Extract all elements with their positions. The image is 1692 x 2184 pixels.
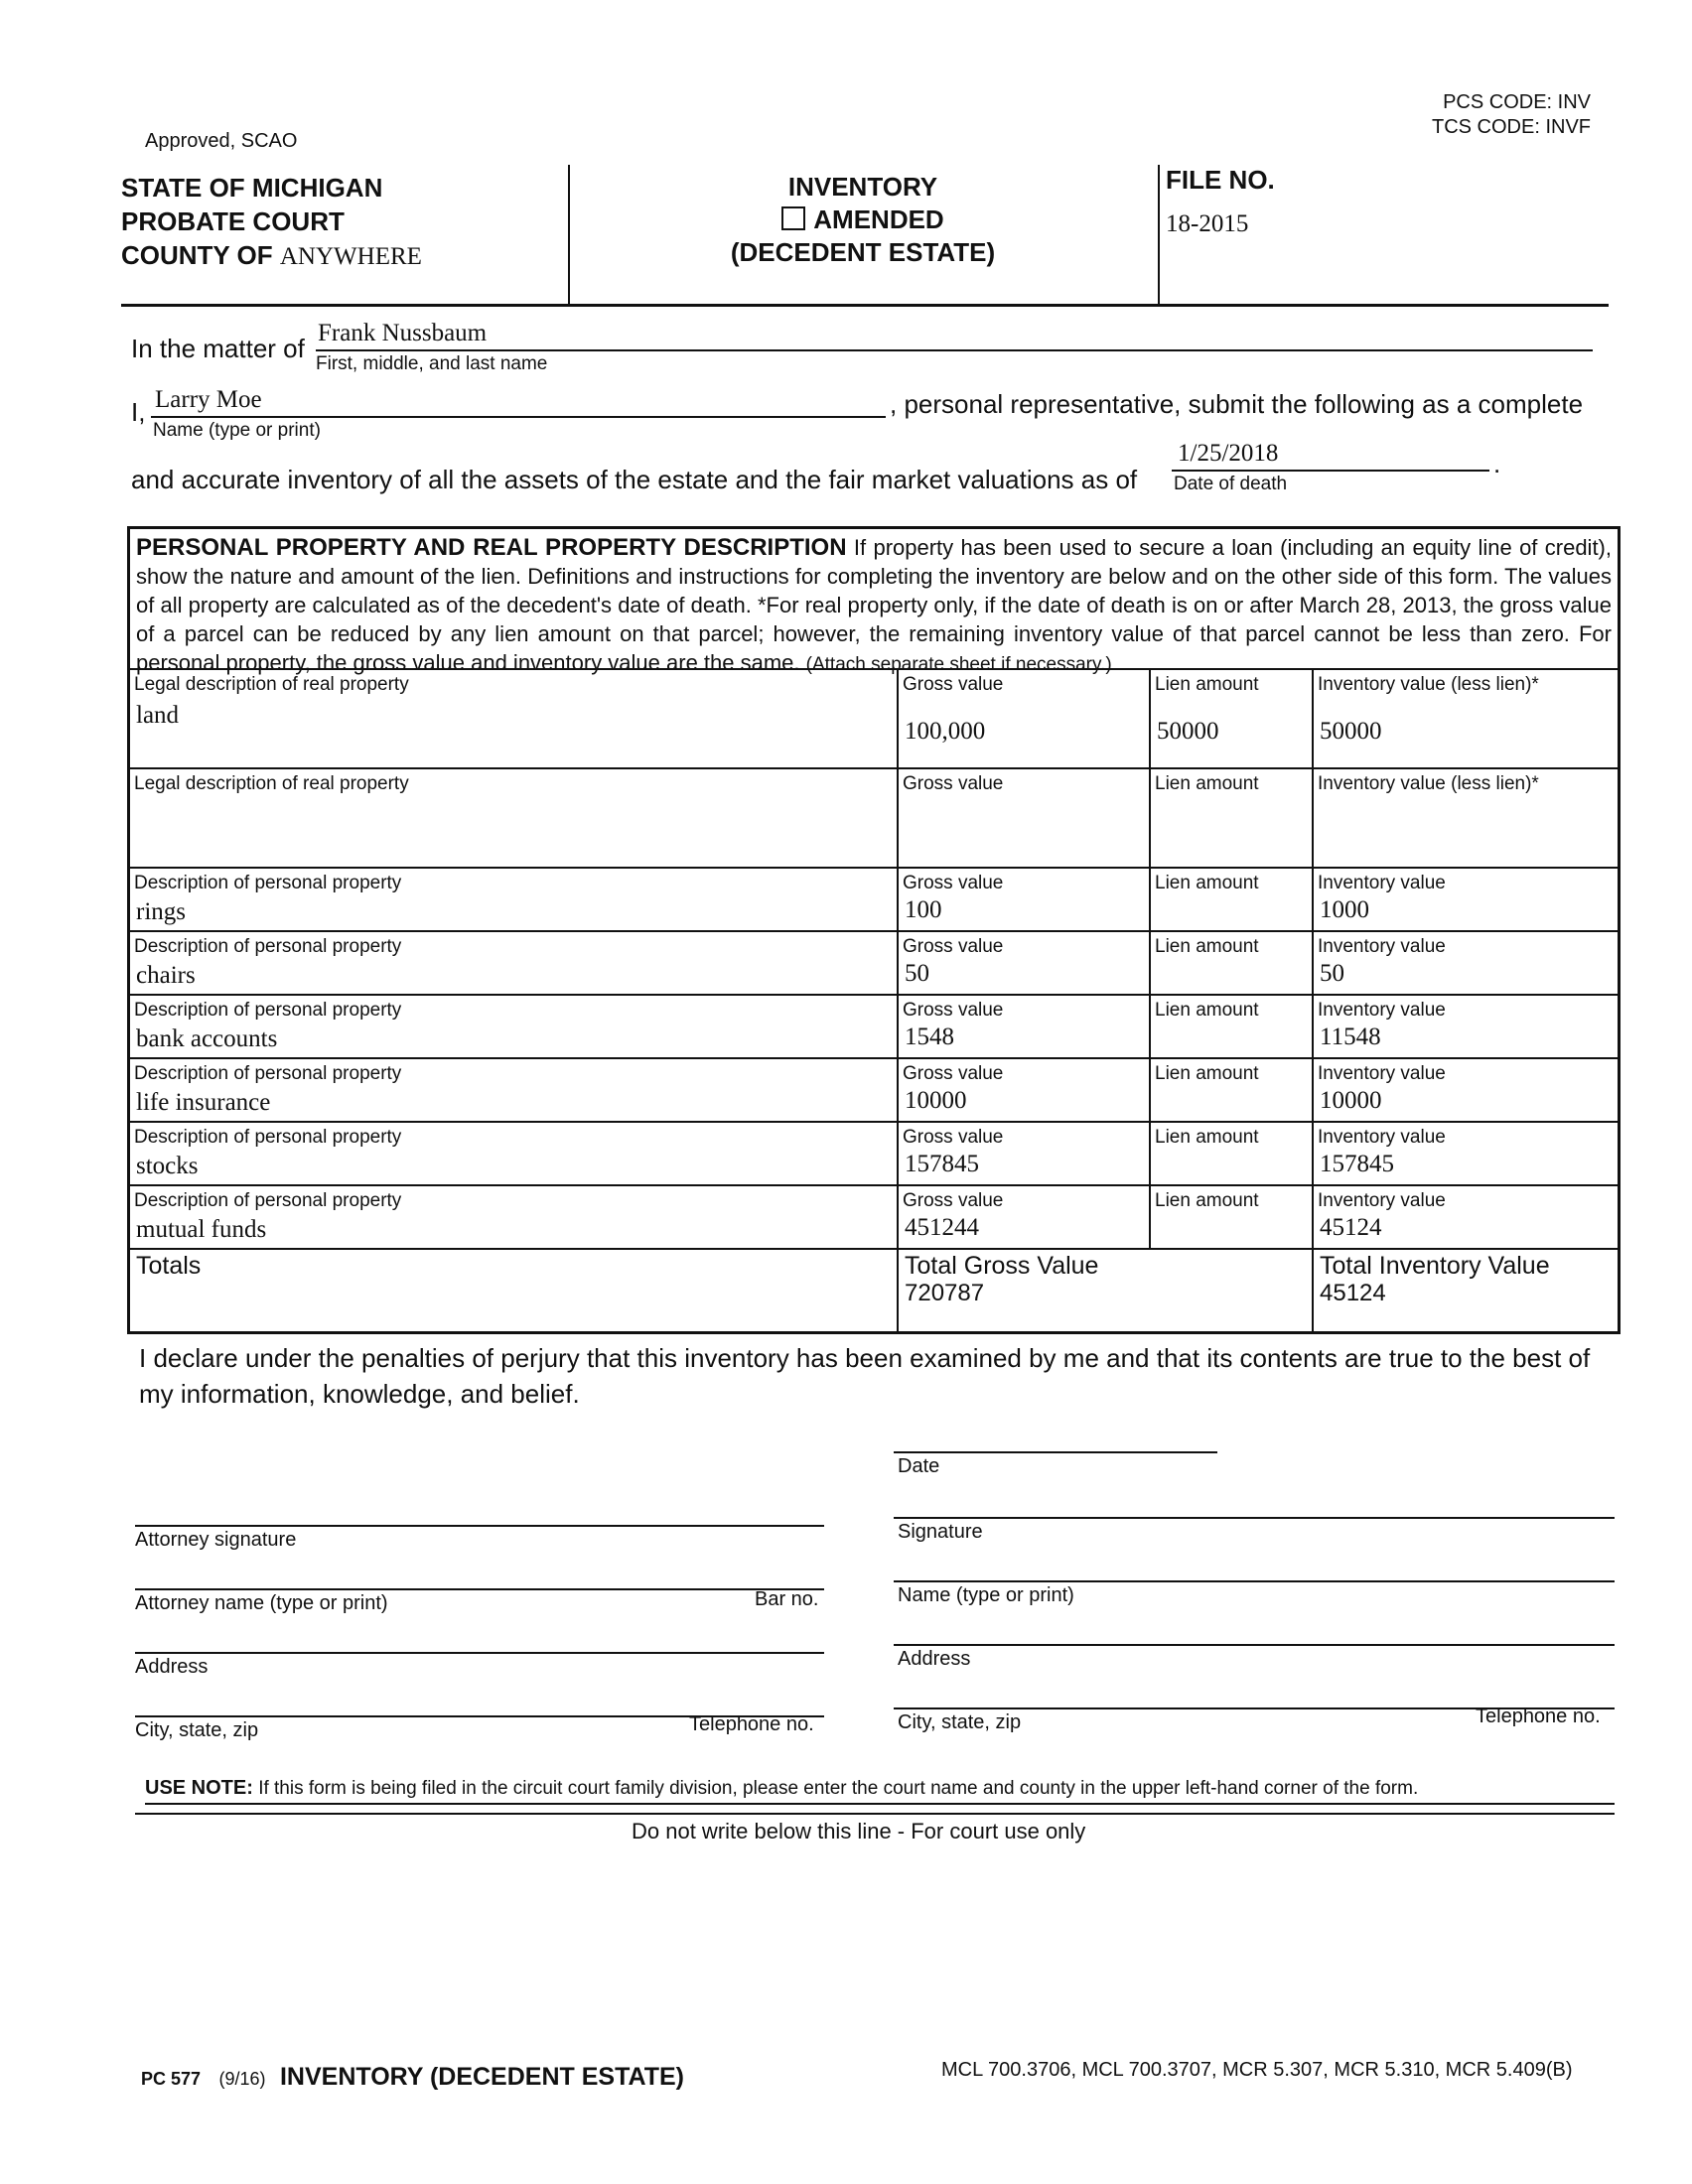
real-desc-label: Legal description of real property	[134, 773, 409, 794]
personal-gross-cell[interactable]	[897, 869, 1151, 932]
county-value[interactable]: ANYWHERE	[279, 243, 422, 270]
personal-gross-label: Gross value	[903, 1127, 1004, 1148]
property-table	[127, 526, 1621, 1334]
header-box	[121, 165, 1609, 307]
total-inventory-label: Total Inventory Value	[1320, 1252, 1550, 1280]
telephone-right-label: Telephone no.	[1476, 1706, 1601, 1727]
personal-lien-cell[interactable]	[1149, 1123, 1314, 1186]
personal-property-row	[130, 1057, 1618, 1123]
personal-inv-cell[interactable]	[1312, 1186, 1620, 1250]
personal-desc-cell[interactable]	[130, 996, 897, 1059]
personal-property-row	[130, 994, 1618, 1059]
personal-desc-label: Description of personal property	[134, 1000, 402, 1021]
personal-inv-value: 11548	[1320, 1024, 1381, 1050]
personal-inv-cell[interactable]	[1312, 1123, 1620, 1186]
real-desc-label: Legal description of real property	[134, 674, 409, 695]
total-inventory-cell[interactable]	[1312, 1250, 1620, 1333]
attorney-signature-line	[135, 1525, 824, 1527]
address-left-label: Address	[135, 1656, 209, 1678]
amended-checkbox[interactable]	[781, 206, 805, 230]
real-lien-label: Lien amount	[1155, 773, 1259, 794]
footer-title: INVENTORY (DECEDENT ESTATE)	[279, 2063, 684, 2091]
personal-lien-label: Lien amount	[1155, 1127, 1259, 1148]
court-type: PROBATE COURT	[121, 206, 345, 236]
personal-desc-label: Description of personal property	[134, 1127, 402, 1148]
real-gross-label: Gross value	[903, 674, 1004, 695]
personal-lien-label: Lien amount	[1155, 1063, 1259, 1084]
personal-inv-cell[interactable]	[1312, 1059, 1620, 1123]
personal-lien-label: Lien amount	[1155, 1190, 1259, 1211]
totals-row	[130, 1248, 1618, 1333]
footer-form-info	[141, 2063, 684, 2092]
personal-lien-label: Lien amount	[1155, 873, 1259, 893]
personal-desc-cell[interactable]	[130, 1123, 897, 1186]
tcs-code: TCS CODE: INVF	[1431, 116, 1591, 138]
personal-inv-cell[interactable]	[1312, 932, 1620, 996]
totals-label-cell	[130, 1250, 897, 1333]
personal-inv-value: 1000	[1320, 896, 1369, 923]
attorney-name-label: Attorney name (type or print)	[135, 1592, 388, 1614]
personal-gross-cell[interactable]	[897, 1123, 1151, 1186]
representative-name-line	[151, 416, 886, 418]
personal-gross-cell[interactable]	[897, 996, 1151, 1059]
sentence-period: .	[1493, 449, 1501, 478]
personal-property-row	[130, 930, 1618, 996]
footer-rev: (9/16)	[218, 2069, 266, 2089]
attorney-name-line	[135, 1588, 824, 1590]
footer-form-no: PC 577	[141, 2069, 202, 2089]
personal-inv-label: Inventory value	[1318, 936, 1446, 957]
personal-inv-value: 50	[1320, 960, 1344, 987]
amended-option	[568, 204, 1158, 236]
personal-inv-cell[interactable]	[1312, 869, 1620, 932]
personal-inv-label: Inventory value	[1318, 873, 1446, 893]
bar-no-label: Bar no.	[755, 1588, 819, 1610]
real-property-row	[130, 668, 1618, 769]
file-no-value[interactable]: 18-2015	[1166, 210, 1249, 237]
i-prefix: I,	[131, 397, 146, 427]
pcs-code: PCS CODE: INV	[1443, 91, 1591, 113]
personal-desc-label: Description of personal property	[134, 936, 402, 957]
personal-gross-value: 100	[905, 896, 942, 923]
date-of-death-line	[1172, 470, 1489, 472]
personal-inv-value: 157845	[1320, 1151, 1394, 1177]
personal-desc-value: rings	[136, 898, 186, 925]
real-inv-cell[interactable]	[1312, 670, 1620, 769]
decedent-name-line	[316, 349, 1593, 351]
court-info	[121, 171, 422, 274]
personal-lien-cell[interactable]	[1149, 869, 1314, 932]
personal-gross-value: 1548	[905, 1024, 954, 1050]
personal-gross-value: 10000	[905, 1087, 967, 1114]
personal-desc-value: bank accounts	[136, 1025, 278, 1052]
decedent-name-caption: First, middle, and last name	[316, 353, 548, 374]
real-desc-value: land	[136, 702, 180, 729]
property-instructions-text: If property has been used to secure a loan (including an equity line of credit), show the nature and amount of the lien. Definitions and instructions for completing the inventory are below and on the other side of this form. The values of all property are calculated as of the decedent's date of death. *For real property only, if the date of death is on or after March 28, 2013, the gross value of a parcel can be reduced by any lien amount on that parcel; however, the remaining inventory value of that parcel cannot be less than zero. For personal property, the gross value and inventory value are the same.	[136, 535, 1612, 675]
personal-desc-cell[interactable]	[130, 1186, 897, 1250]
personal-gross-label: Gross value	[903, 873, 1004, 893]
personal-inv-label: Inventory value	[1318, 1190, 1446, 1211]
use-note-label: USE NOTE:	[145, 1777, 253, 1799]
personal-inv-label: Inventory value	[1318, 1000, 1446, 1021]
declaration-text: I declare under the penalties of perjury that this inventory has been examined by me and that its contents are true to the best of my information, knowledge, and belief.	[139, 1343, 1591, 1409]
personal-desc-value: life insurance	[136, 1089, 271, 1116]
property-instructions	[136, 533, 1612, 679]
personal-property-row	[130, 867, 1618, 932]
personal-desc-value: mutual funds	[136, 1216, 267, 1243]
real-gross-cell[interactable]	[897, 769, 1151, 869]
address-right-label: Address	[898, 1648, 971, 1670]
form-title	[568, 171, 1158, 269]
city-right-label: City, state, zip	[898, 1711, 1022, 1733]
amended-label: AMENDED	[813, 205, 944, 234]
real-lien-value: 50000	[1157, 718, 1219, 745]
use-note-text: If this form is being filed in the circuit court family division, please enter the court name and county in the upper left-hand corner of the form.	[258, 1778, 1419, 1799]
court-use-line	[135, 1813, 1615, 1815]
attach-note: (Attach separate sheet if necessary.)	[805, 654, 1112, 675]
personal-lien-label: Lien amount	[1155, 1000, 1259, 1021]
file-no-label: FILE NO.	[1166, 165, 1275, 195]
decedent-name[interactable]: Frank Nussbaum	[318, 320, 488, 346]
telephone-left-label: Telephone no.	[689, 1713, 814, 1735]
personal-desc-label: Description of personal property	[134, 1063, 402, 1084]
representative-suffix: , personal representative, submit the following as a complete	[890, 389, 1584, 419]
real-desc-cell[interactable]	[130, 670, 897, 769]
real-lien-cell[interactable]	[1149, 769, 1314, 869]
personal-inv-label: Inventory value	[1318, 1127, 1446, 1148]
header-divider-2	[1158, 165, 1160, 304]
attorney-signature-label: Attorney signature	[135, 1529, 297, 1551]
real-gross-label: Gross value	[903, 773, 1004, 794]
personal-desc-label: Description of personal property	[134, 1190, 402, 1211]
personal-gross-label: Gross value	[903, 1190, 1004, 1211]
personal-lien-cell[interactable]	[1149, 1186, 1314, 1250]
totals-label: Totals	[136, 1252, 202, 1280]
matter-prefix: In the matter of	[131, 334, 305, 363]
total-gross-cell[interactable]	[897, 1250, 1314, 1333]
title-inventory: INVENTORY	[787, 172, 938, 202]
date-line	[894, 1451, 1217, 1453]
personal-gross-label: Gross value	[903, 1063, 1004, 1084]
real-inv-label: Inventory value (less lien)*	[1318, 773, 1539, 794]
personal-gross-cell[interactable]	[897, 1186, 1151, 1250]
representative-name[interactable]: Larry Moe	[155, 386, 262, 413]
date-of-death[interactable]: 1/25/2018	[1178, 440, 1279, 467]
personal-desc-value: stocks	[136, 1153, 199, 1179]
use-note	[145, 1777, 1615, 1800]
real-inv-value: 50000	[1320, 718, 1382, 745]
personal-lien-label: Lien amount	[1155, 936, 1259, 957]
personal-gross-label: Gross value	[903, 1000, 1004, 1021]
total-gross-value: 720787	[905, 1280, 985, 1306]
valuation-text: and accurate inventory of all the assets of the estate and the fair market valuations as of	[131, 465, 1138, 494]
real-inv-label: Inventory value (less lien)*	[1318, 674, 1539, 695]
personal-desc-label: Description of personal property	[134, 873, 402, 893]
personal-lien-cell[interactable]	[1149, 1059, 1314, 1123]
court-county	[121, 238, 422, 274]
date-of-death-caption: Date of death	[1174, 474, 1288, 494]
personal-inv-value: 45124	[1320, 1214, 1382, 1241]
real-property-row	[130, 767, 1618, 869]
name-label: Name (type or print)	[898, 1584, 1074, 1606]
personal-property-row	[130, 1184, 1618, 1250]
date-label: Date	[898, 1455, 940, 1477]
personal-desc-cell[interactable]	[130, 869, 897, 932]
total-inventory-value: 45124	[1320, 1280, 1386, 1306]
title-decedent-estate: (DECEDENT ESTATE)	[730, 237, 996, 267]
signature-label: Signature	[898, 1521, 983, 1543]
address-right-line	[894, 1644, 1615, 1646]
personal-lien-cell[interactable]	[1149, 932, 1314, 996]
signature-line	[894, 1517, 1615, 1519]
personal-lien-cell[interactable]	[1149, 996, 1314, 1059]
real-gross-cell[interactable]	[897, 670, 1151, 769]
real-lien-label: Lien amount	[1155, 674, 1259, 695]
address-left-line	[135, 1652, 824, 1654]
real-lien-cell[interactable]	[1149, 670, 1314, 769]
personal-gross-value: 451244	[905, 1214, 979, 1241]
name-line	[894, 1580, 1615, 1582]
personal-property-row	[130, 1121, 1618, 1186]
personal-gross-cell[interactable]	[897, 932, 1151, 996]
representative-name-caption: Name (type or print)	[153, 420, 321, 441]
court-state: STATE OF MICHIGAN	[121, 173, 383, 203]
city-left-label: City, state, zip	[135, 1719, 259, 1741]
personal-inv-label: Inventory value	[1318, 1063, 1446, 1084]
personal-gross-label: Gross value	[903, 936, 1004, 957]
real-inv-cell[interactable]	[1312, 769, 1620, 869]
total-gross-label: Total Gross Value	[905, 1252, 1099, 1280]
personal-desc-value: chairs	[136, 962, 196, 989]
personal-inv-value: 10000	[1320, 1087, 1382, 1114]
real-desc-cell[interactable]	[130, 769, 897, 869]
footer-statutes: MCL 700.3706, MCL 700.3707, MCR 5.307, MCR 5.310, MCR 5.409(B)	[941, 2059, 1573, 2081]
personal-desc-cell[interactable]	[130, 1059, 897, 1123]
property-heading: PERSONAL PROPERTY AND REAL PROPERTY DESCRIPTION	[136, 534, 847, 561]
court-use-text: Do not write below this line - For court use only	[632, 1819, 1086, 1843]
county-label: COUNTY OF	[121, 240, 273, 270]
personal-gross-value: 50	[905, 960, 929, 987]
personal-gross-cell[interactable]	[897, 1059, 1151, 1123]
personal-gross-value: 157845	[905, 1151, 979, 1177]
personal-desc-cell[interactable]	[130, 932, 897, 996]
personal-inv-cell[interactable]	[1312, 996, 1620, 1059]
approved-scao: Approved, SCAO	[145, 130, 298, 152]
real-gross-value: 100,000	[905, 718, 986, 745]
use-note-underline	[145, 1803, 1615, 1805]
